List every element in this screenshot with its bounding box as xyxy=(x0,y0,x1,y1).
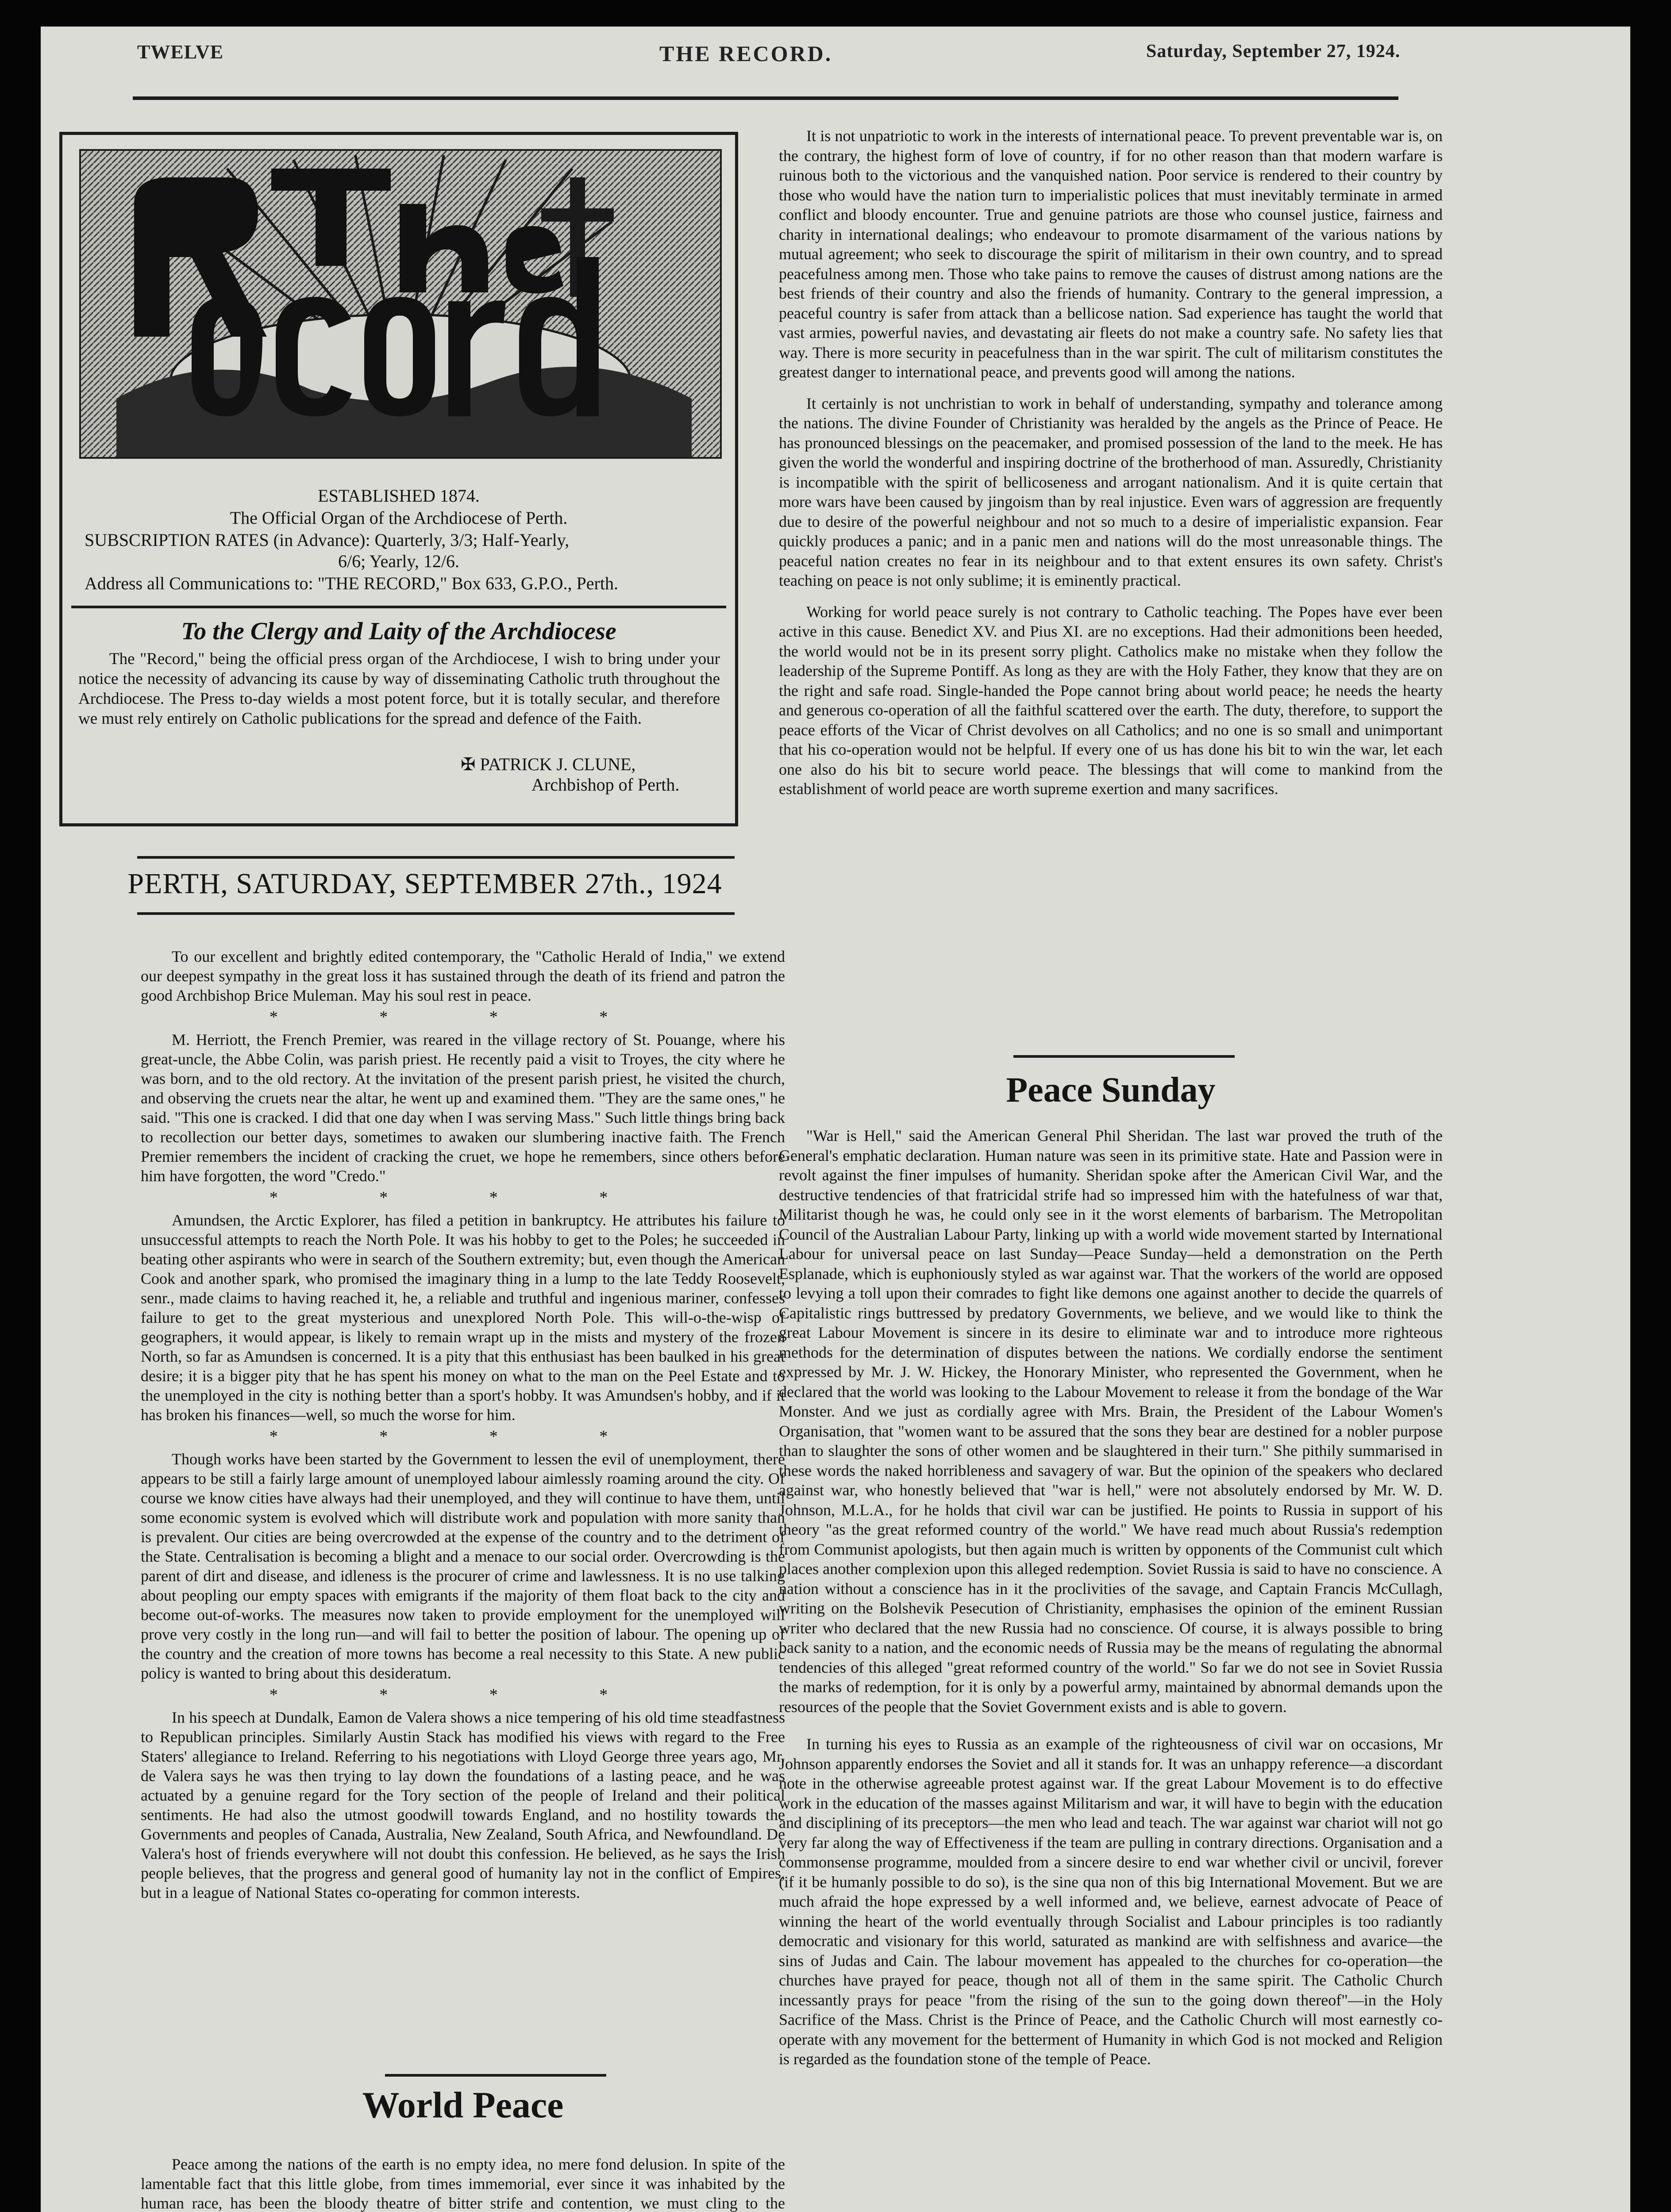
editorial-notes-column xyxy=(141,947,785,1902)
signature-name xyxy=(461,754,635,775)
world-peace-rule-top xyxy=(385,2074,606,2077)
signature-name-text: PATRICK J. CLUNE, xyxy=(480,754,636,774)
world-peace-column-1 xyxy=(141,2154,785,2212)
paper-name-header: THE RECORD. xyxy=(659,41,833,66)
dateline-rule-bottom xyxy=(137,912,735,915)
world-peace-paragraph-1: Peace among the nations of the earth is no empty idea, no mere fond delusion. In spite of the lamentable fact that this little globe, from times immemorial, ever since it was inhabited by the human race, has been the bloody theatre of bitter strife and contention, we must cling to the xyxy=(141,2155,785,2212)
note-paragraph-3: Amundsen, the Arctic Explorer, has filed a petition in bankruptcy. He attributes his failure to unsuccessful attempts to reach the North Pole. It was his hobby to get to the Poles; he succeeded in beating other aspirants who were in search of the Southern extremity; but, even though the American Cook and another spark, who promised the imaginary thing in a lump to the late Teddy Roosevelt, senr., made claims to having reached it, he, a reliable and truthful and ingenious mariner, confesses failure to get to the great mysterious and unexplored North Pole. This will-o-the-wisp of geographers, it would appear, is likely to remain wrapt up in the mists and mystery of the frozen North, so far as Amundsen is concerned. It is a pity that this enthusiast has been baulked in his great desire; it is a bigger pity that he has spent his money on what to the man on the Peel Estate and to the unemployed in the city is nothing better than a sport's hobby. It was Amundsen's hobby, and if it has broken his finances—well, so much the worse for him. xyxy=(141,1211,785,1424)
issue-date-header: Saturday, September 27, 1924. xyxy=(1146,41,1401,61)
world-peace-paragraph-3: It certainly is not unchristian to work in behalf of understanding, sympathy and tolerance among the nations. The divine Founder of Christianity was heralded by the angels as the Prince of Peace. He has pronounced blessings on the peacemaker, and promised possession of the land to the meek. He has given the world the wonderful and inspiring doctrine of the brotherhood of man. Assuredly, Christianity is incompatible with the spirit of bellicoseness and arrogant nationalism. And it is quite certain that more wars have been caused by jingoism than by real injustice. Even wars of aggression are frequently due to desire of the powerful neighbour and not so much to a desire of imperialistic expansion. Fear quickly produces a panic; and in a panic men and nations will do the most unreasonable things. The peaceful nation creates no fear in its neighbour and to that extent ensures its own safety. Christ's teaching on peace is not only sublime; it is eminently practical. xyxy=(779,394,1443,589)
star-separator: * * * * xyxy=(269,1686,657,1704)
note-paragraph-1: To our excellent and brightly edited contemporary, the "Catholic Herald of India," we extend our deepest sympathy in the great loss it has sustained through the death of its friend and patron the good Archbishop Brice Muleman. May his soul rest in peace. xyxy=(141,948,785,1004)
star-separator: * * * * xyxy=(269,1188,657,1207)
subscription-rates-line: SUBSCRIPTION RATES (in Advance): Quarterly, 3/3; Half-Yearly, xyxy=(85,530,570,550)
world-peace-title: World Peace xyxy=(362,2085,564,2126)
header-rule xyxy=(133,96,1398,100)
official-organ-line: The Official Organ of the Archdiocese of Perth. xyxy=(230,508,568,528)
notice-text: The "Record," being the official press organ of the Archdiocese, I wish to bring under your notice the necessity of advancing its cause by way of disseminating Catholic truth throughout the Archdiocese. The Press to-day wields a most potent force, but it is totally secular, and therefore we must rely entirely on Catholic publications for the spread and defence of the Faith. xyxy=(78,650,720,728)
peace-sunday-title: Peace Sunday xyxy=(1006,1071,1216,1110)
note-paragraph-4: Though works have been started by the Government to lessen the evil of unemployment, there appears to be still a fairly large amount of unemployed labour aimlessly roaming around the city. Of course we know cities have always had their unemployed, and they will continue to have them, until some economic system is evolved which will distribute work and population with more sanity than is prevalent. Our cities are being overcrowded at the expense of the country and to the detriment of the State. Centralisation is becoming a blight and a menace to our social order. Overcrowding is the parent of dirt and disease, and idleness is the procurer of crime and lawlessness. It is no use talking about peopling our empty spaces with emigrants if the majority of them float back to the city and become out-of-works. The measures now taken to provide employment for the unemployed will prove very costly in the long run—and will fail to better the position of labour. The opening up of the country and the creation of more towns has become a real necessity to this State. A new public policy is wanted to bring about this desideratum. xyxy=(141,1450,785,1682)
note-paragraph-5: In his speech at Dundalk, Eamon de Valera shows a nice tempering of his old time steadfastness to Republican principles. Similarly Austin Stack has modified his views with regard to the Free Staters' allegiance to Ireland. Referring to his negotiations with Lloyd George three years ago, Mr. de Valera says he was then trying to lay down the foundations of a lasting peace, and he was actuated by a genuine regard for the Tory section of the people of Ireland and their political sentiments. He had also the utmost goodwill towards England, and no hostility towards the Governments and peoples of Canada, Australia, New Zealand, South Africa, and Newfoundland. De Valera's host of friends everywhere will not doubt this confession. He believed, as he says the Irish people believes, that the progress and general good of humanity lay not in the conflict of Empires, but in a league of National States co-operating for common interests. xyxy=(141,1709,785,1901)
world-peace-column-2 xyxy=(779,126,1443,799)
dateline: PERTH, SATURDAY, SEPTEMBER 27th., 1924 xyxy=(127,868,722,900)
archbishop-notice xyxy=(78,649,720,729)
peace-sunday-paragraph-1: "War is Hell," said the American General Phil Sheridan. The last war proved the truth of the General's emphatic declaration. Human nature was seen in its primitive state. Hate and Passion were in revolt against the finer impulses of humanity. Sheridan spoke after the American Civil War, and the destructive tendencies of that fratricidal strife had so impressed him with the hatefulness of war that, Militarist though he was, he could only see in it the worst elements of barbarism. The Metropolitan Council of the Australian Labour Party, linking up with a world wide movement started by International Labour for universal peace on last Sunday—Peace Sunday—held a demonstration on the Perth Esplanade, which is euphoniously styled as war against war. That the workers of the world are opposed to levying a toll upon their comrades to fight like demons one against another to decide the quarrels of Capitalistic rings buttressed by predatory Governments, we believe, and we would like to think the great Labour Movement is sincere in its desire to eliminate war and to introduce more righteous methods for the determination of disputes between the nations. We cordially endorse the sentiment expressed by Mr. J. W. Hickey, the Honorary Minister, who represented the Government, when he declared that the world was looking to the Labour Movement to release it from the bondage of the War Monster. And we just as cordially agree with Mrs. Brain, the President of the Labour Women's Organisation, that "women want to be assured that the sons they bear are destined for a nobler purpose than to slaughter the sons of other women and be slaughtered in their turn." She pithily summarised in these words the naked horribleness and savagery of war. But the opinion of the speakers who declared against war, who honestly believed that "war is hell," were not absolutely endorsed by Mr. W. D. Johnson, M.L.A., for he holds that civil war can be justified. He points to Russia in support of his theory "as the great reformed country of the world." We have read much about Russia's redemption from Communist apologists, but then again much is written by opponents of the Communist cult which places another complexion upon this alleged redemption. Soviet Russia is said to have no conscience. A nation without a conscience has in it the proclivities of the savage, and Captain Francis McCullagh, writing on the Bolshevik Pesecution of Christianity, emphasises the opinion of the eminent Russian writer who declared that the new Russia had no conscience. Of course, it is always possible to bring back sanity to a nation, and the economic needs of Russia may be the means of regulating the abnormal tendencies of this alleged "great reformed country of the world." So far we do not see in Soviet Russia the marks of redemption, for it is only by a powerful army, maintained by abnormal demands upon the resources of the people that the Soviet Government exists and is able to govern. xyxy=(779,1127,1443,1716)
cross-icon: ✠ xyxy=(461,754,480,774)
note-paragraph-2: M. Herriott, the French Premier, was reared in the village rectory of St. Pouange, where his great-uncle, the Abbe Colin, was parish priest. He recently paid a visit to Troyes, the city where he was born, and to the old rectory. At the invitation of the present parish priest, he visited the church, and observing the cruets near the altar, he went up and examined them. "They are the same ones," he said. "This one is cracked. I did that one day when I was serving Mass." Such little things bring back to recollection our better days, sometimes to awaken our slumbering inactive faith. The French Premier remembers the incident of cracking the cruet, we hope he remembers, since others before him have forgotten, the word "Credo." xyxy=(141,1031,785,1185)
star-separator: * * * * xyxy=(269,1008,657,1026)
peace-sunday-column xyxy=(779,1126,1443,2069)
world-peace-paragraph-4: Working for world peace surely is not contrary to Catholic teaching. The Popes have ever been active in this cause. Benedict XV. and Pius XI. are no exceptions. Had their admonitions been heeded, the world would not be in its present sorry plight. Catholics make no mistake when they follow the leadership of the Supreme Pontiff. As long as they are with the Holy Father, they know that they are on the right and safe road. Single-handed the Pope cannot bring about world peace; he needs the hearty and generous co-operation of all the faithful scattered over the earth. The duty, therefore, to support the peace efforts of the Vicar of Christ devolves on all Catholics; and no one is so small and unimportant that his co-operation would not be helpful. If every one of us has done his bit to win the war, let each one also do his bit to secure world peace. The blessings that will come to mankind from the establishment of world peace are worth supreme exertion and many sacrifices. xyxy=(779,603,1443,798)
notice-heading: To the Clergy and Laity of the Archdiocese xyxy=(181,618,616,645)
world-peace-paragraph-2: It is not unpatriotic to work in the interests of international peace. To prevent preventable war is, on the contrary, the highest form of love of country, if for no other reason than that modern warfare is ruinous both to the victorious and the vanquished nation. Poor service is rendered to their country by those who would have the nation turn to imperialistic polices that must inevitably terminate in armed conflict and bloody encounter. True and genuine patriots are those who counsel justice, fairness and charity in international dealings; who endeavour to promote disarmament of the various nations by mutual agreement; who seek to discourage the spirit of militarism in their own country, and to spread peacefulness among men. Those who take pains to remove the causes of distrust among nations are the best friends of their country and also the friends of humanity. Contrary to the general impression, a peaceful country is safer from attack than a bellicose nation. Sad experience has taught the world that vast armies, powerful navies, and devastating air fleets do not make a country safe. No safety lies that way. There is more security in peacefulness than in the war spirit. The cult of militarism constitutes the greatest danger to international peace, and prevents good will among the nations. xyxy=(779,127,1443,381)
page-number-label: TWELVE xyxy=(137,41,224,63)
subscription-rates-line-2: 6/6; Yearly, 12/6. xyxy=(338,551,460,571)
masthead-divider xyxy=(71,606,726,608)
logo-artwork-icon xyxy=(81,151,720,457)
established-line: ESTABLISHED 1874. xyxy=(318,486,480,506)
dateline-rule-top xyxy=(137,856,735,859)
masthead-box xyxy=(59,132,738,826)
address-line: Address all Communications to: "THE RECORD," Box 633, G.P.O., Perth. xyxy=(85,573,618,593)
the-record-logo xyxy=(79,149,722,459)
signature-title: Archbishop of Perth. xyxy=(531,775,680,795)
peace-sunday-rule-top xyxy=(1013,1055,1235,1058)
peace-sunday-paragraph-2: In turning his eyes to Russia as an example of the righteousness of civil war on occasions, Mr Johnson apparently endorses the Soviet and all it stands for. It was an unhappy reference—a discordant note in the otherwise agreeable protest against war. If the great Labour Movement is to do effective work in the education of the masses against Militarism and war, it will have to begin with the education and disciplining of its preceptors—the men who lead and teach. The war against war chariot will not go very far along the way of Effectiveness if the team are pulling in contrary directions. Organisation and a commonsense programme, moulded from a sincere desire to end war whether civil or uncivil, forever (if it be humanly possible to do so), is the sine qua non of this big International Movement. But we are much afraid the hope expressed by a well informed and, we believe, earnest advocate of Peace of winning the heart of the world eventually through Socialist and Labour principles is too radiantly democratic and visionary for this world, saturated as mankind are with selfishness and avarice—the sins of Judas and Cain. The labour movement has appealed to the churches for co-operation—the churches have prayed for peace, though not all of them in the same spirit. The Catholic Church incessantly prays for peace "from the rising of the sun to the going down thereof"—in the Holy Sacrifice of the Mass. Christ is the Prince of Peace, and the Catholic Church will most earnestly co-operate with any movement for the betterment of Humanity in which God is not mocked and Religion is regarded as the foundation stone of the temple of Peace. xyxy=(779,1735,1443,2068)
star-separator: * * * * xyxy=(269,1427,657,1446)
